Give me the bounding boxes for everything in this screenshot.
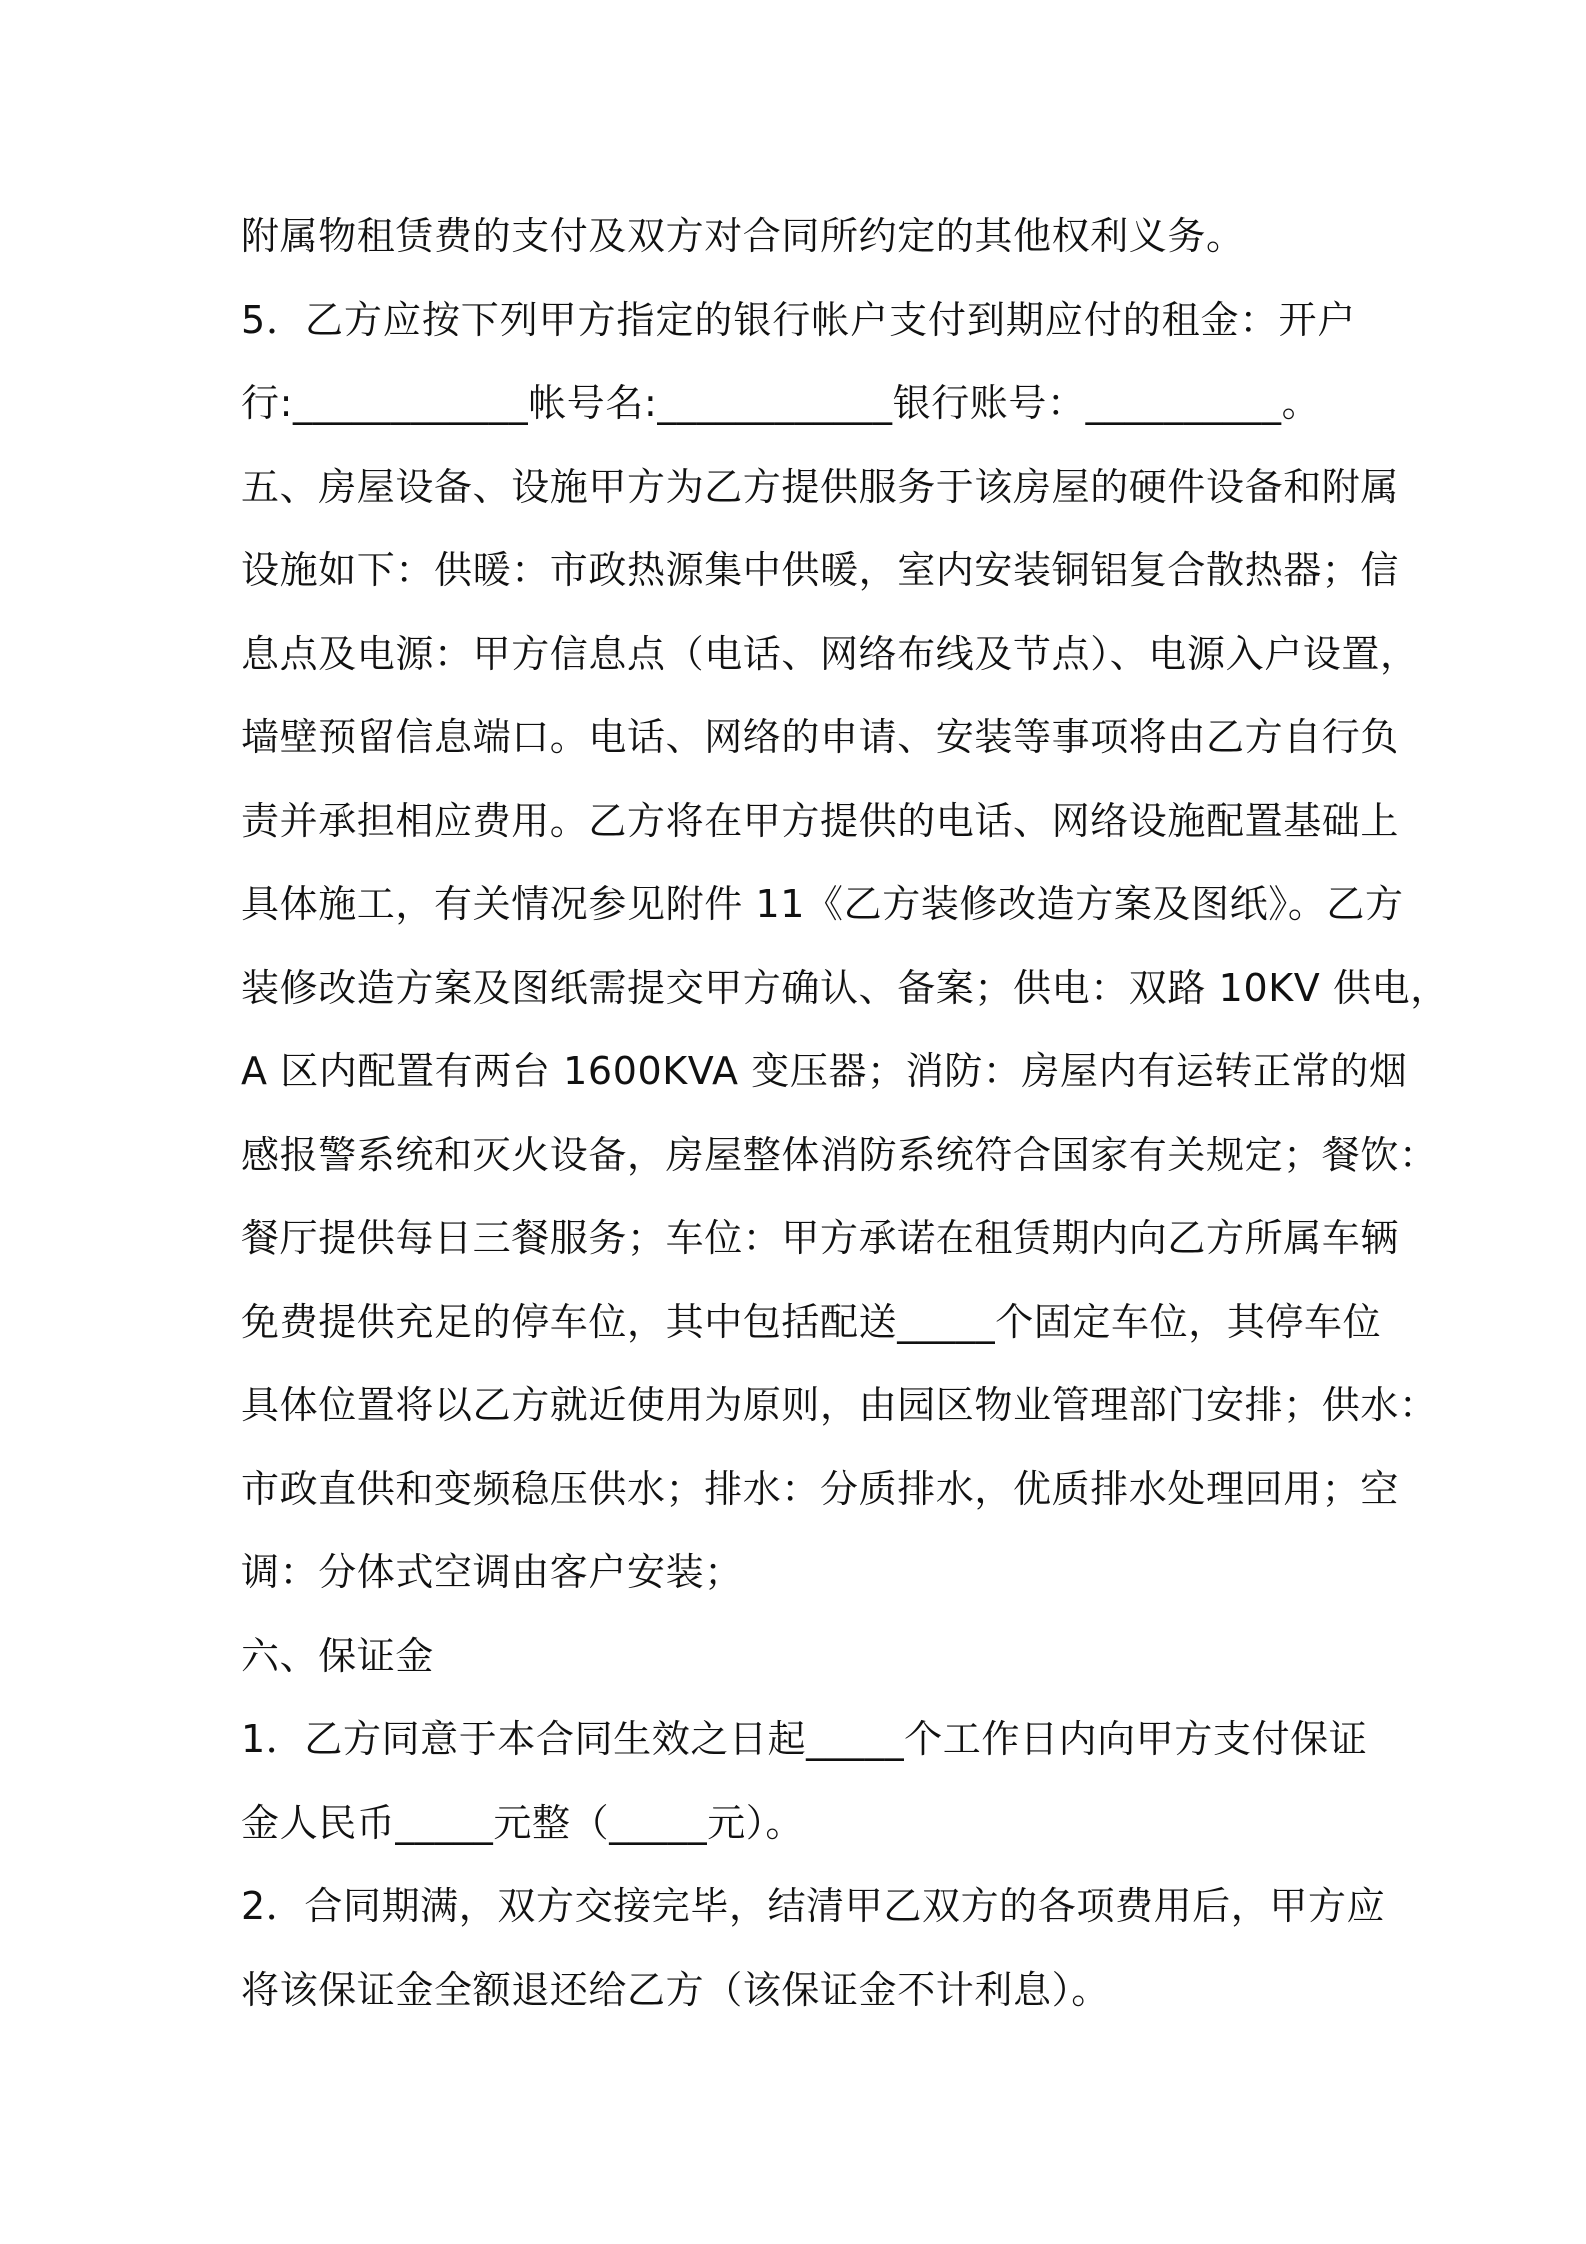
text-line: 装修改造方案及图纸需提交甲方确认、备案；供电：双路 10KV 供电， xyxy=(241,965,1449,1010)
text-line: 市政直供和变频稳压供水；排水：分质排水，优质排水处理回用；空 xyxy=(241,1466,1400,1511)
text-line: 具体位置将以乙方就近使用为原则，由园区物业管理部门安排；供水： xyxy=(241,1383,1438,1427)
document-body xyxy=(241,195,1449,2032)
text-line: 五、房屋设备、设施甲方为乙方提供服务于该房屋的硬件设备和附属 xyxy=(241,464,1400,509)
section-heading: 六、保证金 xyxy=(241,1633,435,1678)
text-line: 责并承担相应费用。乙方将在甲方提供的电话、网络设施配置基础上 xyxy=(241,798,1400,843)
text-line: 息点及电源：甲方信息点（电话、网络布线及节点）、电源入户设置， xyxy=(241,631,1419,676)
text-line: 餐厅提供每日三餐服务；车位：甲方承诺在租赁期内向乙方所属车辆 xyxy=(241,1216,1400,1260)
text-line: 墙壁预留信息端口。电话、网络的申请、安装等事项将由乙方自行负 xyxy=(241,715,1400,759)
text-line: 金人民币_____元整（_____元）。 xyxy=(241,1800,805,1845)
text-line: 感报警系统和灭火设备，房屋整体消防系统符合国家有关规定；餐饮： xyxy=(241,1132,1438,1177)
text-line: 具体施工，有关情况参见附件 11《乙方装修改造方案及图纸》。乙方 xyxy=(241,882,1404,926)
text-line: 免费提供充足的停车位，其中包括配送_____个固定车位，其停车位 xyxy=(241,1299,1382,1344)
text-line: 调：分体式空调由客户安装； xyxy=(241,1550,743,1594)
text-line: 1．乙方同意于本合同生效之日起_____个工作日内向甲方支付保证 xyxy=(241,1717,1368,1761)
text-line: 5．乙方应按下列甲方指定的银行帐户支付到期应付的租金：开户 xyxy=(241,297,1356,342)
text-line: 设施如下：供暖：市政热源集中供暖，室内安装铜铝复合散热器；信 xyxy=(241,548,1400,592)
text-line: A 区内配置有两台 1600KVA 变压器；消防：房屋内有运转正常的烟 xyxy=(241,1049,1408,1093)
text-line: 附属物租赁费的支付及双方对合同所约定的其他权利义务。 xyxy=(241,214,1245,258)
text-line: 2．合同期满，双方交接完毕，结清甲乙双方的各项费用后，甲方应 xyxy=(241,1884,1386,1928)
text-line: 将该保证金全额退还给乙方（该保证金不计利息）。 xyxy=(241,1967,1110,2012)
text-line: 行:____________帐号名:____________银行账号：__________。 xyxy=(241,381,1321,425)
